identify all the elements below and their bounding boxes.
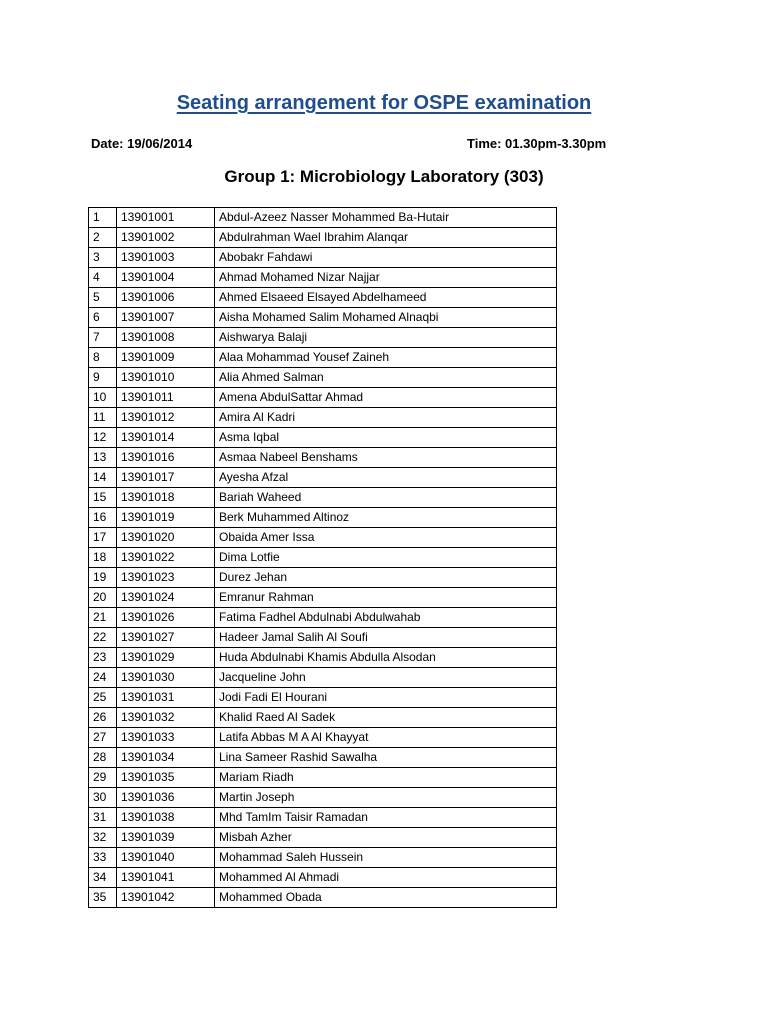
row-number-cell: 15 [89,488,117,508]
row-number-cell: 8 [89,348,117,368]
student-id-cell: 13901004 [117,268,215,288]
student-id-cell: 13901006 [117,288,215,308]
student-id-cell: 13901007 [117,308,215,328]
row-number-cell: 33 [89,848,117,868]
student-id-cell: 13901041 [117,868,215,888]
student-name-cell: Asma Iqbal [215,428,557,448]
row-number-cell: 32 [89,828,117,848]
table-row [89,248,557,268]
row-number-cell: 10 [89,388,117,408]
student-name-cell: Bariah Waheed [215,488,557,508]
row-number-cell: 6 [89,308,117,328]
student-name-cell: Abdul-Azeez Nasser Mohammed Ba-Hutair [215,208,557,228]
row-number-cell: 25 [89,688,117,708]
seating-table-container [88,207,557,908]
table-row [89,808,557,828]
student-name-cell: Jacqueline John [215,668,557,688]
student-id-cell: 13901027 [117,628,215,648]
student-id-cell: 13901017 [117,468,215,488]
table-row [89,688,557,708]
student-name-cell: Khalid Raed Al Sadek [215,708,557,728]
student-name-cell: Mohammed Obada [215,888,557,908]
student-id-cell: 13901031 [117,688,215,708]
row-number-cell: 9 [89,368,117,388]
row-number-cell: 34 [89,868,117,888]
row-number-cell: 26 [89,708,117,728]
student-id-cell: 13901009 [117,348,215,368]
student-id-cell: 13901016 [117,448,215,468]
student-id-cell: 13901008 [117,328,215,348]
exam-date: Date: 19/06/2014 [91,136,193,151]
row-number-cell: 3 [89,248,117,268]
row-number-cell: 35 [89,888,117,908]
student-name-cell: Mariam Riadh [215,768,557,788]
student-name-cell: Obaida Amer Issa [215,528,557,548]
table-row [89,708,557,728]
table-row [89,628,557,648]
row-number-cell: 5 [89,288,117,308]
student-name-cell: Emranur Rahman [215,588,557,608]
student-id-cell: 13901042 [117,888,215,908]
table-row [89,448,557,468]
table-row [89,388,557,408]
student-id-cell: 13901011 [117,388,215,408]
table-row [89,268,557,288]
table-row [89,468,557,488]
row-number-cell: 17 [89,528,117,548]
student-name-cell: Mohammad Saleh Hussein [215,848,557,868]
table-row [89,208,557,228]
row-number-cell: 28 [89,748,117,768]
student-name-cell: Mhd TamIm Taisir Ramadan [215,808,557,828]
table-row [89,328,557,348]
student-id-cell: 13901010 [117,368,215,388]
row-number-cell: 18 [89,548,117,568]
table-row [89,428,557,448]
student-name-cell: Lina Sameer Rashid Sawalha [215,748,557,768]
student-name-cell: Latifa Abbas M A Al Khayyat [215,728,557,748]
seating-table-body [89,208,557,908]
student-name-cell: Hadeer Jamal Salih Al Soufi [215,628,557,648]
student-id-cell: 13901022 [117,548,215,568]
row-number-cell: 24 [89,668,117,688]
row-number-cell: 31 [89,808,117,828]
table-row [89,748,557,768]
student-id-cell: 13901023 [117,568,215,588]
row-number-cell: 1 [89,208,117,228]
student-id-cell: 13901001 [117,208,215,228]
student-name-cell: Asmaa Nabeel Benshams [215,448,557,468]
table-row [89,348,557,368]
student-name-cell: Amena AbdulSattar Ahmad [215,388,557,408]
table-row [89,368,557,388]
table-row [89,648,557,668]
student-id-cell: 13901020 [117,528,215,548]
table-row [89,828,557,848]
student-name-cell: Aisha Mohamed Salim Mohamed Alnaqbi [215,308,557,328]
student-name-cell: Alia Ahmed Salman [215,368,557,388]
student-id-cell: 13901033 [117,728,215,748]
exam-time: Time: 01.30pm-3.30pm [467,136,607,151]
student-id-cell: 13901034 [117,748,215,768]
table-row [89,308,557,328]
student-name-cell: Huda Abdulnabi Khamis Abdulla Alsodan [215,648,557,668]
table-row [89,408,557,428]
group-title: Group 1: Microbiology Laboratory (303) [224,167,544,186]
student-id-cell: 13901032 [117,708,215,728]
student-name-cell: Durez Jehan [215,568,557,588]
table-row [89,488,557,508]
student-name-cell: Martin Joseph [215,788,557,808]
student-id-cell: 13901039 [117,828,215,848]
table-row [89,548,557,568]
seating-table [88,207,557,908]
row-number-cell: 23 [89,648,117,668]
row-number-cell: 30 [89,788,117,808]
student-id-cell: 13901036 [117,788,215,808]
student-id-cell: 13901026 [117,608,215,628]
page-title: Seating arrangement for OSPE examination [176,92,592,114]
student-name-cell: Abobakr Fahdawi [215,248,557,268]
student-name-cell: Aishwarya Balaji [215,328,557,348]
row-number-cell: 22 [89,628,117,648]
student-name-cell: Amira Al Kadri [215,408,557,428]
student-name-cell: Dima Lotfie [215,548,557,568]
row-number-cell: 21 [89,608,117,628]
row-number-cell: 12 [89,428,117,448]
row-number-cell: 7 [89,328,117,348]
row-number-cell: 27 [89,728,117,748]
student-name-cell: Fatima Fadhel Abdulnabi Abdulwahab [215,608,557,628]
table-row [89,588,557,608]
table-row [89,788,557,808]
table-row [89,888,557,908]
student-name-cell: Mohammed Al Ahmadi [215,868,557,888]
table-row [89,228,557,248]
row-number-cell: 14 [89,468,117,488]
table-row [89,668,557,688]
student-id-cell: 13901018 [117,488,215,508]
row-number-cell: 20 [89,588,117,608]
row-number-cell: 2 [89,228,117,248]
row-number-cell: 19 [89,568,117,588]
student-id-cell: 13901012 [117,408,215,428]
student-id-cell: 13901029 [117,648,215,668]
student-id-cell: 13901040 [117,848,215,868]
table-row [89,868,557,888]
student-name-cell: Abdulrahman Wael Ibrahim Alanqar [215,228,557,248]
student-id-cell: 13901038 [117,808,215,828]
row-number-cell: 16 [89,508,117,528]
table-row [89,848,557,868]
student-id-cell: 13901019 [117,508,215,528]
student-name-cell: Ayesha Afzal [215,468,557,488]
table-row [89,728,557,748]
student-name-cell: Berk Muhammed Altinoz [215,508,557,528]
student-id-cell: 13901003 [117,248,215,268]
row-number-cell: 13 [89,448,117,468]
row-number-cell: 11 [89,408,117,428]
student-id-cell: 13901035 [117,768,215,788]
student-id-cell: 13901014 [117,428,215,448]
student-id-cell: 13901030 [117,668,215,688]
student-name-cell: Ahmed Elsaeed Elsayed Abdelhameed [215,288,557,308]
table-row [89,528,557,548]
table-row [89,288,557,308]
table-row [89,568,557,588]
table-row [89,608,557,628]
student-name-cell: Ahmad Mohamed Nizar Najjar [215,268,557,288]
student-name-cell: Misbah Azher [215,828,557,848]
table-row [89,768,557,788]
student-name-cell: Alaa Mohammad Yousef Zaineh [215,348,557,368]
student-id-cell: 13901024 [117,588,215,608]
row-number-cell: 29 [89,768,117,788]
row-number-cell: 4 [89,268,117,288]
table-row [89,508,557,528]
student-name-cell: Jodi Fadi El Hourani [215,688,557,708]
student-id-cell: 13901002 [117,228,215,248]
